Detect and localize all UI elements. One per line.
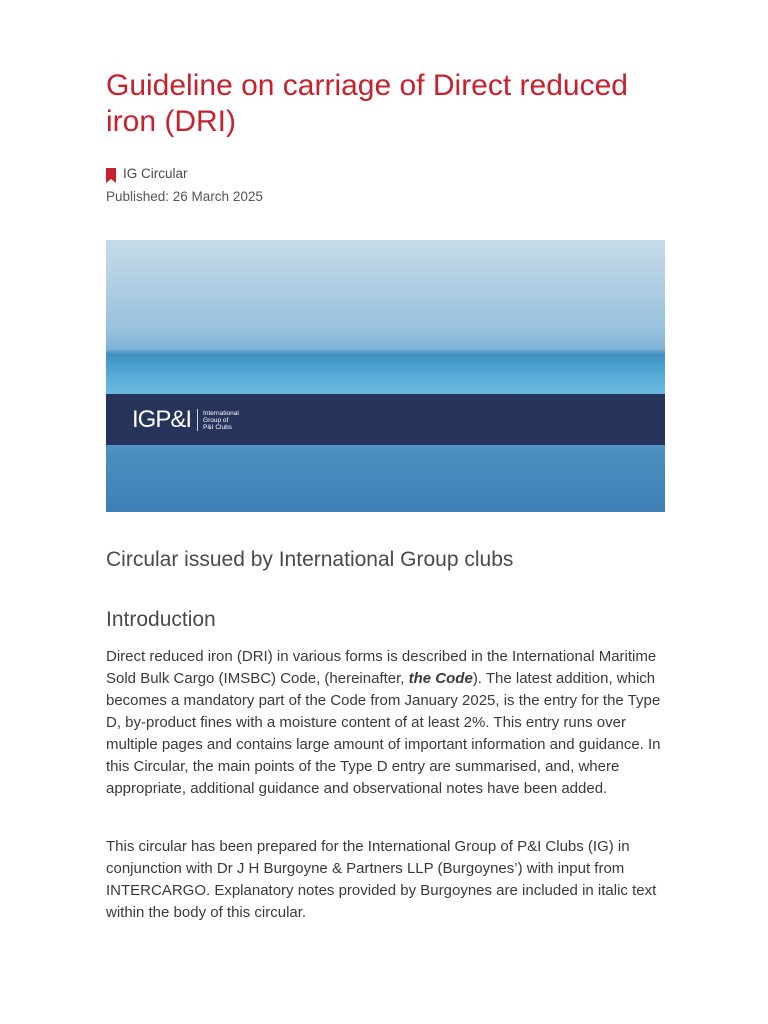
logo-text-line: P&I Clubs (203, 423, 232, 431)
paragraph-preparation: This circular has been prepared for the International Group of P&I Clubs (IG) in conjunction with Dr J H Burgoyne & Partners LLP (Burgoynes’) with input from INTERCARGO. Explanatory notes provided by Burgoynes are included in italic text within the body of this circular. (106, 838, 657, 921)
section-heading-introduction: Introduction (106, 608, 216, 631)
bookmark-icon (106, 168, 116, 183)
paragraph-text: Direct reduced iron (DRI) in various forms is described in the International Maritime Sold Bulk Cargo (IMSBC) Code, (hereinafter, (106, 648, 657, 687)
article-subtitle: Circular issued by International Group clubs (106, 548, 514, 571)
hero-banner (106, 394, 665, 445)
hero-image (106, 240, 665, 512)
published-date: Published: 26 March 2025 (106, 189, 263, 204)
paragraph-introduction (106, 646, 668, 800)
logo-text-line: International (203, 409, 239, 417)
logo-text-line: Group of (203, 416, 229, 424)
page-title: Guideline on carriage of Direct reduced iron (DRI) (106, 69, 628, 138)
logo-divider (197, 409, 198, 431)
article-type[interactable] (106, 164, 188, 182)
emphasis-the-code: the Code (408, 670, 473, 687)
article-type-label: IG Circular (123, 165, 188, 181)
paragraph-text: ). The latest addition, which becomes a mandatory part of the Code from January 2025, is the entry for the Type D, by-product fines with a moisture content of at least 2%. This entry runs over multiple pages and contains large amount of important information and guidance. In this Circular, the main points of the Type D entry are summarised, and, where appropriate, additional guidance and observational notes have been added. (106, 670, 661, 797)
logo-text (203, 410, 251, 431)
igpi-logo (132, 408, 251, 432)
logo-mark: IGP&I (132, 406, 192, 433)
